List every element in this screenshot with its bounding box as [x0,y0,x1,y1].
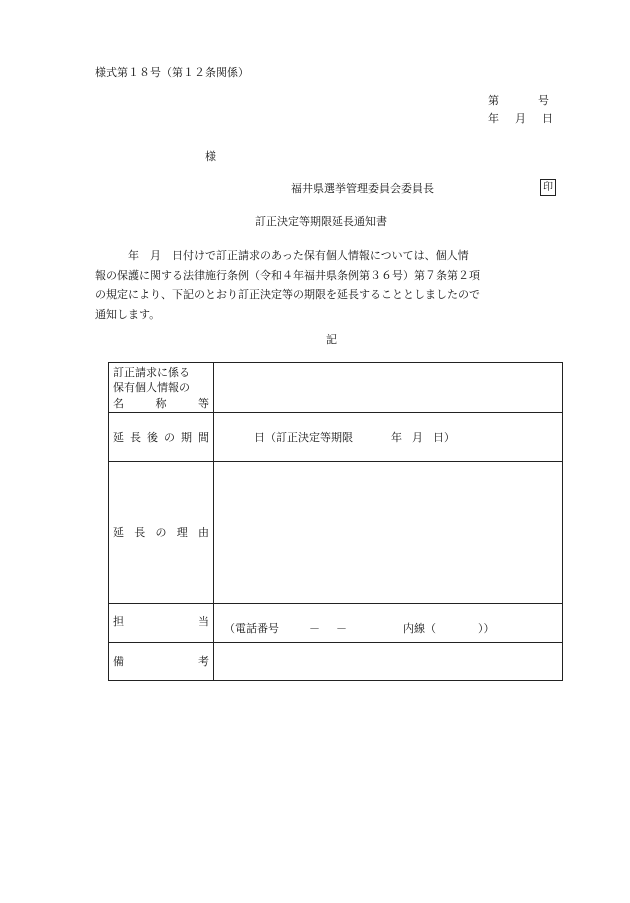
sender-title: 福井県選挙管理委員会委員長 [291,182,434,195]
table-row-reason [109,462,563,604]
date-month: 月 [515,112,526,125]
label-char: 延 [113,526,124,539]
label-char: 称 [155,396,167,410]
body-line: 通知します。 [95,307,161,321]
period-value[interactable] [214,413,563,462]
phone-dash: － [336,622,347,635]
label-char: 担 [113,615,124,628]
date-year: 年 [488,112,499,125]
date-day: 日 [542,112,553,125]
table-row-contact [109,604,563,643]
label-char: 後 [147,430,158,444]
info-name-value[interactable] [214,363,563,413]
body-line: 年 月 日付けで訂正請求のあった保有個人情報については、個人情 [95,249,469,262]
body-line: 報の保護に関する法律施行条例（令和４年福井県条例第３６号）第７条第２項 [95,268,480,282]
label-char: 延 [113,430,124,444]
label-char: 理 [176,526,188,539]
addressee-honorific: 様 [205,150,216,163]
label-char: の [164,430,175,444]
remarks-label [109,643,214,681]
contact-value[interactable] [214,604,563,643]
contact-close: ）） [478,622,495,635]
label-char: 長 [130,430,141,444]
label-char: 間 [198,430,209,444]
phone-label: （電話番号 [224,622,279,635]
form-number: 様式第１８号（第１２条関係） [95,66,249,79]
reason-value[interactable] [214,462,563,604]
document-number-line [488,95,549,106]
phone-dash: － [309,622,320,635]
ki-heading: 記 [326,333,337,346]
period-month-text: 月 [412,431,423,444]
contact-label [109,604,214,643]
period-year-text: 年 [391,431,402,444]
label-char: 考 [198,655,209,668]
details-table [108,362,563,681]
label-char: 当 [198,615,209,628]
period-day-close-text: 日） [433,431,455,444]
label-char: 期 [181,430,192,444]
body-line: の規定により、下記のとおり訂正決定等の期限を延長することとしましたので [95,288,480,301]
table-row-remarks [109,643,563,681]
date-line [488,113,553,124]
info-name-label-line2: 保有個人情報の [113,380,190,394]
label-char: 由 [198,526,209,539]
info-name-label [109,363,214,413]
label-char: 等 [198,396,209,410]
seal-mark: 印 [540,179,556,196]
extension-label: 内線（ [403,622,436,635]
label-char: 長 [134,526,146,539]
label-char: 名 [113,396,124,410]
document-number-suffix: 号 [538,94,549,107]
info-name-label-line1: 訂正請求に係る [113,365,190,379]
table-row-period [109,413,563,462]
remarks-value[interactable] [214,643,563,681]
document-number-prefix: 第 [488,94,499,107]
period-day-text: 日（訂正決定等期限 [254,431,353,444]
document-title: 訂正決定等期限延長通知書 [255,215,387,228]
label-char: の [155,526,167,539]
label-char: 備 [113,655,124,668]
period-label [109,413,214,462]
reason-label [109,462,214,604]
body-paragraph [95,246,560,324]
table-row-info-name [109,363,563,413]
info-name-label-line3 [113,395,209,411]
